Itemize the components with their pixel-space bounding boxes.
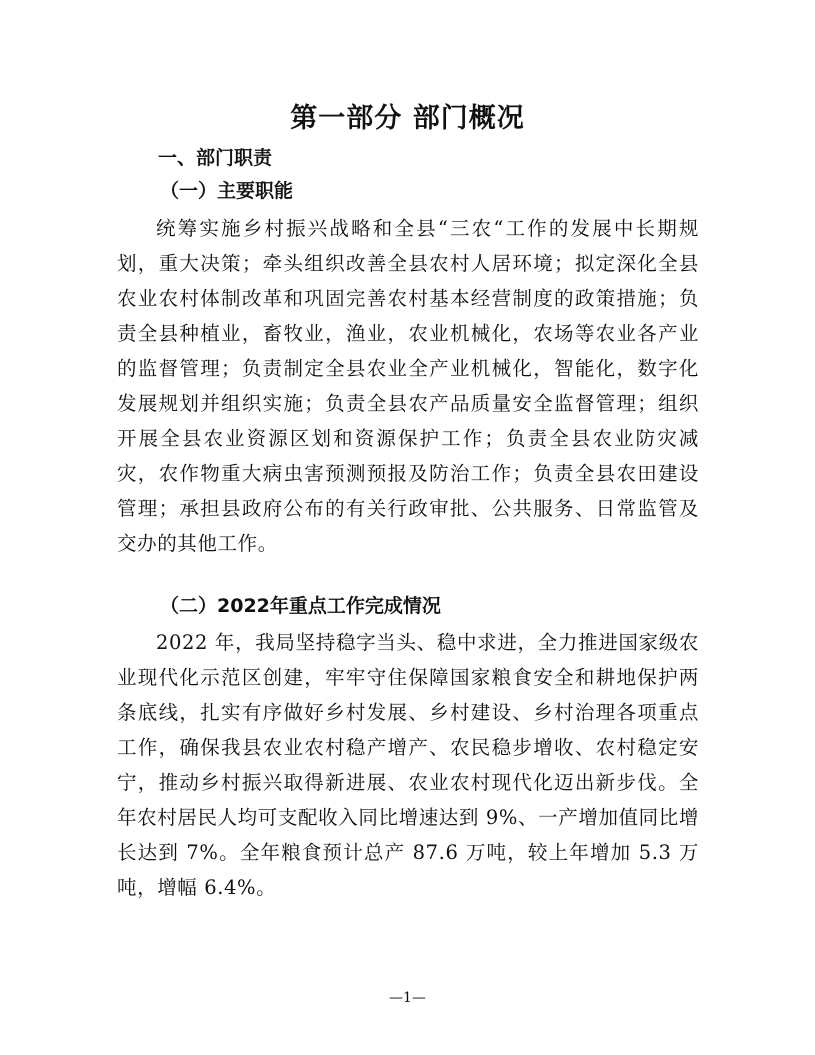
page-title: 第一部分 部门概况: [290, 103, 525, 134]
paragraph-2022-work: 2022 年，我局坚持稳字当头、稳中求进，全力推进国家级农业现代化示范区创建，牢牢守住保障国家粮食安全和耕地保护两条底线，扎实有序做好乡村发展、乡村建设、乡村治理各项重点工作，确保我县农业农村稳产增产、农民稳步增收、农村稳定安宁，推动乡村振兴取得新进展、农业农村现代化迈出新步伐。全年农村居民人均可支配收入同比增速达到 9%、一产增加值同比增长达到 7%。全年粮食预计总产 87.6 万吨，较上年增加 5.3 万吨，增幅 6.4%。: [117, 631, 699, 899]
page-number: —1—: [389, 990, 426, 1006]
subsection-heading-main-functions: （一）主要职能: [160, 180, 294, 202]
paragraph-main-functions: 统筹实施乡村振兴战略和全县“三农“工作的发展中长期规划，重大决策；牵头组织改善全县农村人居环境；拟定深化全县农业农村体制改革和巩固完善农村基本经营制度的政策措施；负责全县种植业，畜牧业，渔业，农业机械化，农场等农业各产业的监督管理；负责制定全县农业全产业机械化，智能化，数字化发展规划并组织实施；负责全县农产品质量安全监督管理；组织开展全县农业资源区划和资源保护工作；负责全县农业防灾减灾，农作物重大病虫害预测预报及防治工作；负责全县农田建设管理；承担县政府公布的有关行政审批、公共服务、日常监管及交办的其他工作。: [117, 217, 699, 555]
section-heading: 一、部门职责: [158, 147, 273, 169]
subsection-heading-2022-work: （二）2022年重点工作完成情况: [160, 595, 441, 617]
